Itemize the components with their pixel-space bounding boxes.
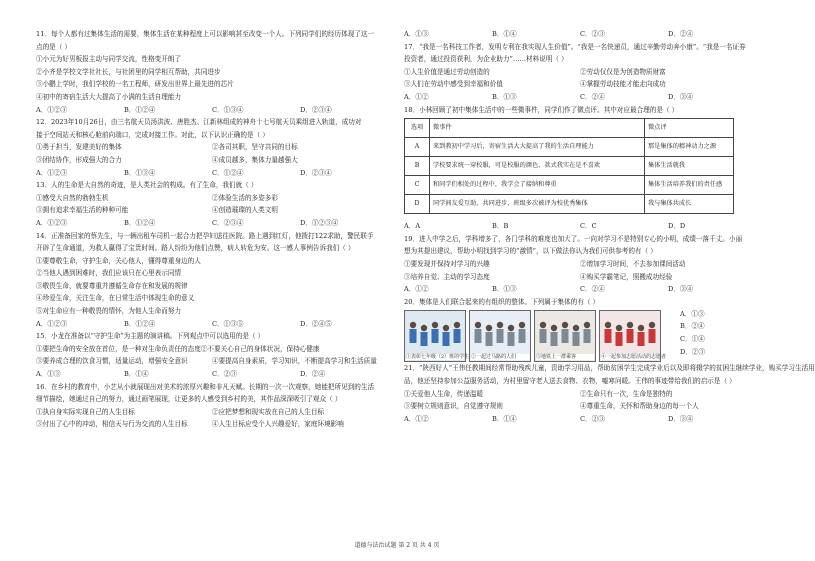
- statement-row: [36, 141, 388, 154]
- table-row: [405, 138, 734, 157]
- question-stem: 11．每个人都有过集体生活的需要，集体生活在某种程度上可以影响甚至改变一个人。下列同学们的经历体现了这一: [36, 30, 375, 38]
- person-head: [584, 322, 590, 328]
- scene-picture: [599, 310, 667, 362]
- person-head: [627, 322, 633, 328]
- statement: ①关爱他人生命，传递温暖: [404, 389, 484, 398]
- statement: ③培养自觉、主动的学习态度: [404, 272, 490, 281]
- question-q21: [404, 362, 815, 425]
- picture-caption: ③地铁上一群乘客: [536, 354, 594, 360]
- statement: ②体验生活的多姿多彩: [212, 193, 278, 202]
- answer-option[interactable]: A．①②: [404, 285, 429, 294]
- statement: ①执自身实际实现自己的人生目标: [36, 407, 135, 416]
- statement: ②生命只有一次，生命是独特的: [580, 389, 673, 398]
- question-q16: [36, 381, 388, 431]
- statement: ②小齐是学校文学社社长，与社团里的同学相互帮助，共同进步: [36, 67, 221, 76]
- person-head: [638, 325, 644, 331]
- answer-option[interactable]: A．①③: [404, 30, 429, 38]
- person-body: [638, 332, 645, 346]
- answer-option[interactable]: B．①②④: [124, 319, 156, 328]
- person-body: [475, 329, 482, 343]
- statement: ④尊重生命，关怀和帮助身边的每一个人: [580, 402, 699, 411]
- person-body: [551, 332, 558, 346]
- answer-option[interactable]: B．①④: [124, 370, 149, 379]
- answer-options: [36, 104, 388, 117]
- answer-option[interactable]: C．①④: [680, 334, 705, 343]
- answer-options: [36, 318, 388, 331]
- table-cell: 同学间友爱互助、共同进步，班级多次被评为校优秀集体: [430, 195, 645, 214]
- statement: ④购买学霸笔记，照搬成功经验: [580, 272, 673, 281]
- answer-option[interactable]: D．②④: [668, 30, 694, 38]
- statement-row: [36, 192, 388, 205]
- answer-option[interactable]: B．①④: [492, 30, 517, 38]
- person-head: [454, 322, 460, 328]
- answer-option[interactable]: B．B: [492, 222, 509, 231]
- answer-option[interactable]: B．①③: [492, 285, 517, 294]
- statement-row: [36, 204, 388, 217]
- statement: ③人们在劳动中感受到幸福和价值: [404, 80, 503, 89]
- question-stem: 15．小龙在准备以“守护生命”为主题的演讲稿。下列观点中可以选用的是（ ）: [36, 332, 265, 341]
- statement: ①人生价值是通过劳动创造的: [404, 67, 490, 76]
- answer-option[interactable]: D．①②③④: [300, 218, 339, 227]
- answer-options: [36, 368, 388, 381]
- answer-option[interactable]: A．①②: [404, 414, 429, 423]
- table-cell: 集体生活就我: [645, 157, 734, 176]
- statement-row: [36, 355, 388, 368]
- person-body: [497, 329, 504, 343]
- question-q17: [404, 41, 756, 104]
- answer-option[interactable]: A．①②: [404, 92, 429, 101]
- statement: ①勇于担当，发建美好的集体: [36, 143, 122, 152]
- person-body: [540, 329, 547, 343]
- picture-caption: ①表彰七年级（2）班的学生: [406, 354, 470, 361]
- person-body: [627, 329, 634, 343]
- picture-caption: ④一起参加志愿活动的志愿者: [601, 354, 667, 361]
- answer-options: [404, 91, 756, 104]
- statement: ③小鹏上学时，我们学校的一名工程师，研发出世界上最先进的芯片: [36, 80, 234, 89]
- question-stem: 开辟了生命通道，为救人赢得了宝贵时间。路人纷纷为他们点赞，病人转危为安。这一感人事例告诉我们（ ）: [36, 244, 355, 253]
- question-stem: 21．“陕西好人”王伟任教期间经常帮助残疾儿童，资助学习用品，帮助贫困学生完成学业后以及即将辍学的贫困生继续学业，购买学习生活用: [404, 364, 815, 373]
- answer-option[interactable]: D．②③④: [300, 168, 332, 177]
- table-header-row: [405, 119, 734, 138]
- statement: ③付出了心中的冲动，相信天与行为交流的人生目标: [36, 420, 188, 429]
- answer-option[interactable]: C．②③: [212, 370, 237, 379]
- statement: ①要尊敬生命，守护生命，关心他人，懂得尊重身边的人: [36, 256, 201, 265]
- person-head: [551, 325, 557, 331]
- right-column: [404, 28, 815, 425]
- question-q11: [36, 28, 388, 116]
- table-cell: 学校要求统一穿校服，可是校服的颜色、款式我实在是不喜欢: [430, 157, 645, 176]
- answer-option[interactable]: C．②④: [580, 285, 605, 294]
- table-cell: C: [405, 176, 430, 195]
- answer-option[interactable]: D．②④: [300, 370, 326, 379]
- table-cell: 来到教初中学习后，寄宿生活大大提高了我的生活自理能力: [430, 138, 645, 157]
- person-body: [410, 329, 417, 343]
- question-stem: 20．集体是人们联合起来的有组织的整体。下列属于集体的有（ ）: [404, 297, 600, 306]
- person-head: [443, 325, 449, 331]
- statement-row: [404, 66, 756, 79]
- question-stem: 细节描绘，她通过自己的努力，通过画笔展现，让更多的人感受到乡村的美，其作品深深吸引了观众（ ）: [36, 395, 342, 404]
- answer-options: [36, 217, 388, 230]
- person-head: [410, 322, 416, 328]
- statement: ④珍爱生命，关注生命，在日常生活中体现生命的意义: [36, 294, 195, 303]
- person-body: [508, 332, 515, 346]
- person-head: [573, 325, 579, 331]
- answer-option[interactable]: D．③④: [668, 92, 694, 101]
- people-illustration: [600, 311, 660, 353]
- answer-option[interactable]: C．C: [580, 222, 597, 231]
- answer-option[interactable]: B．①③④: [124, 168, 156, 177]
- table-row: [405, 195, 734, 214]
- question-q19: [404, 233, 756, 296]
- question-stem: ①要把生命的安全放在首位，是一种对生命负责任的态度②不要关心自己的身体状况，保持心健康: [36, 344, 320, 353]
- scene-picture: [469, 310, 531, 362]
- table-cell: 和同学们相处的过程中，我学会了接纳和尊重: [430, 176, 645, 195]
- answer-option[interactable]: D．D: [668, 222, 686, 231]
- table-cell: 我与集体共成长: [645, 195, 734, 214]
- table-cell: 那是集体的精神动力之源: [645, 138, 734, 157]
- answer-option[interactable]: A．①②③: [36, 319, 68, 328]
- question-stem: 18．小林回顾了初中集体生活中的一些微事件，同学们作了微点评。其中对应最合理的是（ ）: [404, 105, 679, 114]
- answer-option[interactable]: B．①②④: [124, 105, 156, 114]
- answer-options-q16: [404, 28, 756, 41]
- answer-option[interactable]: C．②③: [580, 30, 605, 38]
- answer-options: [404, 220, 756, 233]
- answer-option[interactable]: C．①②④: [212, 168, 244, 177]
- answer-options: [404, 413, 756, 426]
- answer-options: [36, 167, 388, 180]
- question-stem: 投资者，通过投资获利，为企业助力”……材料说明（ ）: [404, 55, 568, 64]
- table-header-cell: 微点评: [645, 119, 734, 138]
- left-column: [36, 28, 388, 431]
- statement: ②当他人遇到困难时，我们应该只在心里表示同情: [36, 269, 182, 278]
- table-row: [405, 176, 734, 195]
- person-head: [508, 325, 514, 331]
- statement: ②增加学习时间，不去参加课间活动: [580, 259, 686, 268]
- answer-option[interactable]: A．①②③: [36, 105, 68, 114]
- people-illustration: [470, 311, 530, 353]
- answer-option[interactable]: B．②④: [680, 322, 705, 331]
- person-head: [421, 325, 427, 331]
- statement: ④成员越多，集体力量越强大: [212, 155, 298, 164]
- question-stem: 品，他还坚持参加公益服务活动，为村里留守老人送去食物、衣物，嘘寒问暖。王伟的事迹带给我们的启示是（ ）: [404, 376, 736, 385]
- person-head: [475, 322, 481, 328]
- person-body: [421, 332, 428, 346]
- people-illustration: [405, 311, 465, 353]
- statement: ①感受大自然的勃勃生机: [36, 193, 109, 202]
- table-cell: D: [405, 195, 430, 214]
- person-body: [605, 329, 612, 343]
- statement-row: [404, 258, 756, 271]
- statement-row: [404, 78, 756, 91]
- question-stem: 想为其提出建议，帮助小明找到学习的“激情”，以下做法你认为我们可供参考的有（ ）: [404, 247, 657, 256]
- statement: ③要养成合理的饮食习惯，适量运动，增强安全意识: [36, 357, 188, 366]
- statement: ③要树立规则意识，自觉遵守规则: [404, 402, 503, 411]
- scene-picture: [534, 310, 596, 362]
- answer-option[interactable]: A．①③: [680, 309, 705, 318]
- statement-row: [404, 271, 756, 284]
- statement: ③敬畏生命，就要尊重并遵循生命存在和发展的规律: [36, 281, 188, 290]
- statement: ③拥有追求幸福生活的种种可能: [36, 206, 129, 215]
- table-cell: 集体生活培养我们的责任感: [645, 176, 734, 195]
- statement: ①要发现并保持对学习的兴趣: [404, 259, 490, 268]
- statement: ②劳动仅仅是为创造物质财富: [580, 67, 666, 76]
- question-stem: 13．人的生命是大自然的奇迹，是人类社会的构成。有了生命，我们就（ ）: [36, 181, 258, 190]
- person-body: [454, 329, 461, 343]
- scene-picture: [404, 310, 470, 362]
- answer-option[interactable]: C．②③: [580, 414, 605, 423]
- answer-option[interactable]: C．②④: [580, 92, 605, 101]
- question-stem: 点的是（ ）: [36, 42, 72, 51]
- person-head: [649, 322, 655, 328]
- statement-row: [36, 418, 388, 431]
- question-stem: 19．进入中学之后，学科增多了，各门学科的难度也加大了。一向对学习不是特别专心的小明，成绩一落千丈。小丽: [404, 234, 743, 243]
- answer-option[interactable]: D．②④⑤: [300, 319, 332, 328]
- person-body: [432, 329, 439, 343]
- people-illustration: [535, 311, 595, 353]
- person-body: [519, 329, 526, 343]
- question-stem: 12．2023年10月26日，由三名航天员汤洪波、唐胜杰、江新林组成的神舟十七号航天员乘组进入轨道，成功对: [36, 118, 362, 127]
- question-q13: [36, 179, 388, 229]
- statement: ④要提高自身素质，学习知识，不断提高学习和生活质量: [212, 357, 377, 366]
- table-cell: A: [405, 138, 430, 157]
- question-q12: [36, 116, 388, 179]
- question-q20: [404, 296, 756, 363]
- person-body: [562, 329, 569, 343]
- answer-option[interactable]: B．①③: [492, 92, 517, 101]
- person-head: [519, 322, 525, 328]
- answer-option[interactable]: D．③④: [668, 285, 694, 294]
- person-body: [584, 329, 591, 343]
- question-stem: 16．在乡村的教育中，小艺从小就展现出对美术的浓厚兴趣和非凡天赋。长期的一次一次观察，她能把所见到的生活: [36, 382, 375, 391]
- statement: ①小元为好男板报主动与同学交流，性格变开朗了: [36, 55, 182, 64]
- statement: ③团结协作，形成强大的合力: [36, 155, 122, 164]
- person-body: [573, 332, 580, 346]
- answer-option[interactable]: D．②③④: [300, 105, 332, 114]
- page-footer: 道德与法治试题 第 2 页 共 4 页: [354, 542, 440, 549]
- person-head: [605, 322, 611, 328]
- answer-option[interactable]: B．①④: [492, 414, 517, 423]
- question-q15: [36, 330, 388, 380]
- question-q18: [404, 104, 756, 233]
- person-head: [497, 322, 503, 328]
- answer-option[interactable]: C．②③④: [212, 218, 244, 227]
- statement: ④创造璀璨的人类文明: [212, 206, 278, 215]
- table-header-cell: 选项: [405, 119, 430, 138]
- answer-options: [404, 283, 756, 296]
- answer-option[interactable]: B．①②④: [124, 218, 156, 227]
- person-head: [616, 325, 622, 331]
- answer-option[interactable]: A．①③: [36, 370, 61, 379]
- answer-options: [680, 308, 705, 358]
- person-body: [616, 332, 623, 346]
- answer-option[interactable]: A．①②③: [36, 218, 68, 227]
- statement-row: [36, 406, 388, 419]
- person-head: [486, 325, 492, 331]
- answer-option[interactable]: A．A: [404, 222, 421, 231]
- table-cell: B: [405, 157, 430, 176]
- person-head: [540, 322, 546, 328]
- statement: ②各司其职，坚守共同的目标: [212, 143, 298, 152]
- statement: ④初中的寄宿生活大大提高了小满的生活自理能力: [36, 92, 182, 101]
- evaluation-table: [404, 118, 734, 214]
- answer-option[interactable]: D．③④: [668, 414, 694, 423]
- person-head: [432, 322, 438, 328]
- statement-row: [36, 154, 388, 167]
- answer-option[interactable]: D．②③: [680, 347, 706, 356]
- question-stem: 14．正准备回家的蔡先生，与一辆出租车司机一起合力把孕妇送往医院。路上遇到红灯，他拨打122求助，警民联手: [36, 231, 374, 240]
- answer-option[interactable]: C．①③⑤: [212, 319, 244, 328]
- question-q14: [36, 230, 388, 331]
- statement-row: [404, 388, 756, 401]
- question-stem: 接于空间站天和核心舱前向端口，完成对接工作。对此，以下认识正确的是（ ）: [36, 130, 269, 139]
- person-body: [443, 332, 450, 346]
- person-head: [562, 322, 568, 328]
- statement: ⑤对生命应有一种敬畏的情怀，为他人生命而努力: [36, 307, 182, 316]
- table-row: [405, 157, 734, 176]
- answer-option[interactable]: A．①②③: [36, 168, 68, 177]
- statement: ②应把梦想和现实放在自己的人生目标: [212, 407, 325, 416]
- person-body: [486, 332, 493, 346]
- statement: ④掌握劳动技能才能走向成功: [580, 80, 666, 89]
- picture-caption: ②一起过马路的人们: [471, 354, 529, 360]
- question-stem: 17．“我是一名科技工作者，发明专利在我实现人生价值”。“我是一名快递员，通过辛勤劳动奔小康”。“我是一名证券: [404, 42, 746, 51]
- table-header-cell: 微事件: [430, 119, 645, 138]
- answer-option[interactable]: C．①③④: [212, 105, 244, 114]
- statement-row: [404, 400, 756, 413]
- statement: ④人生目标应受个人兴趣爱好，家庭环境影响: [212, 420, 344, 429]
- person-body: [649, 329, 656, 343]
